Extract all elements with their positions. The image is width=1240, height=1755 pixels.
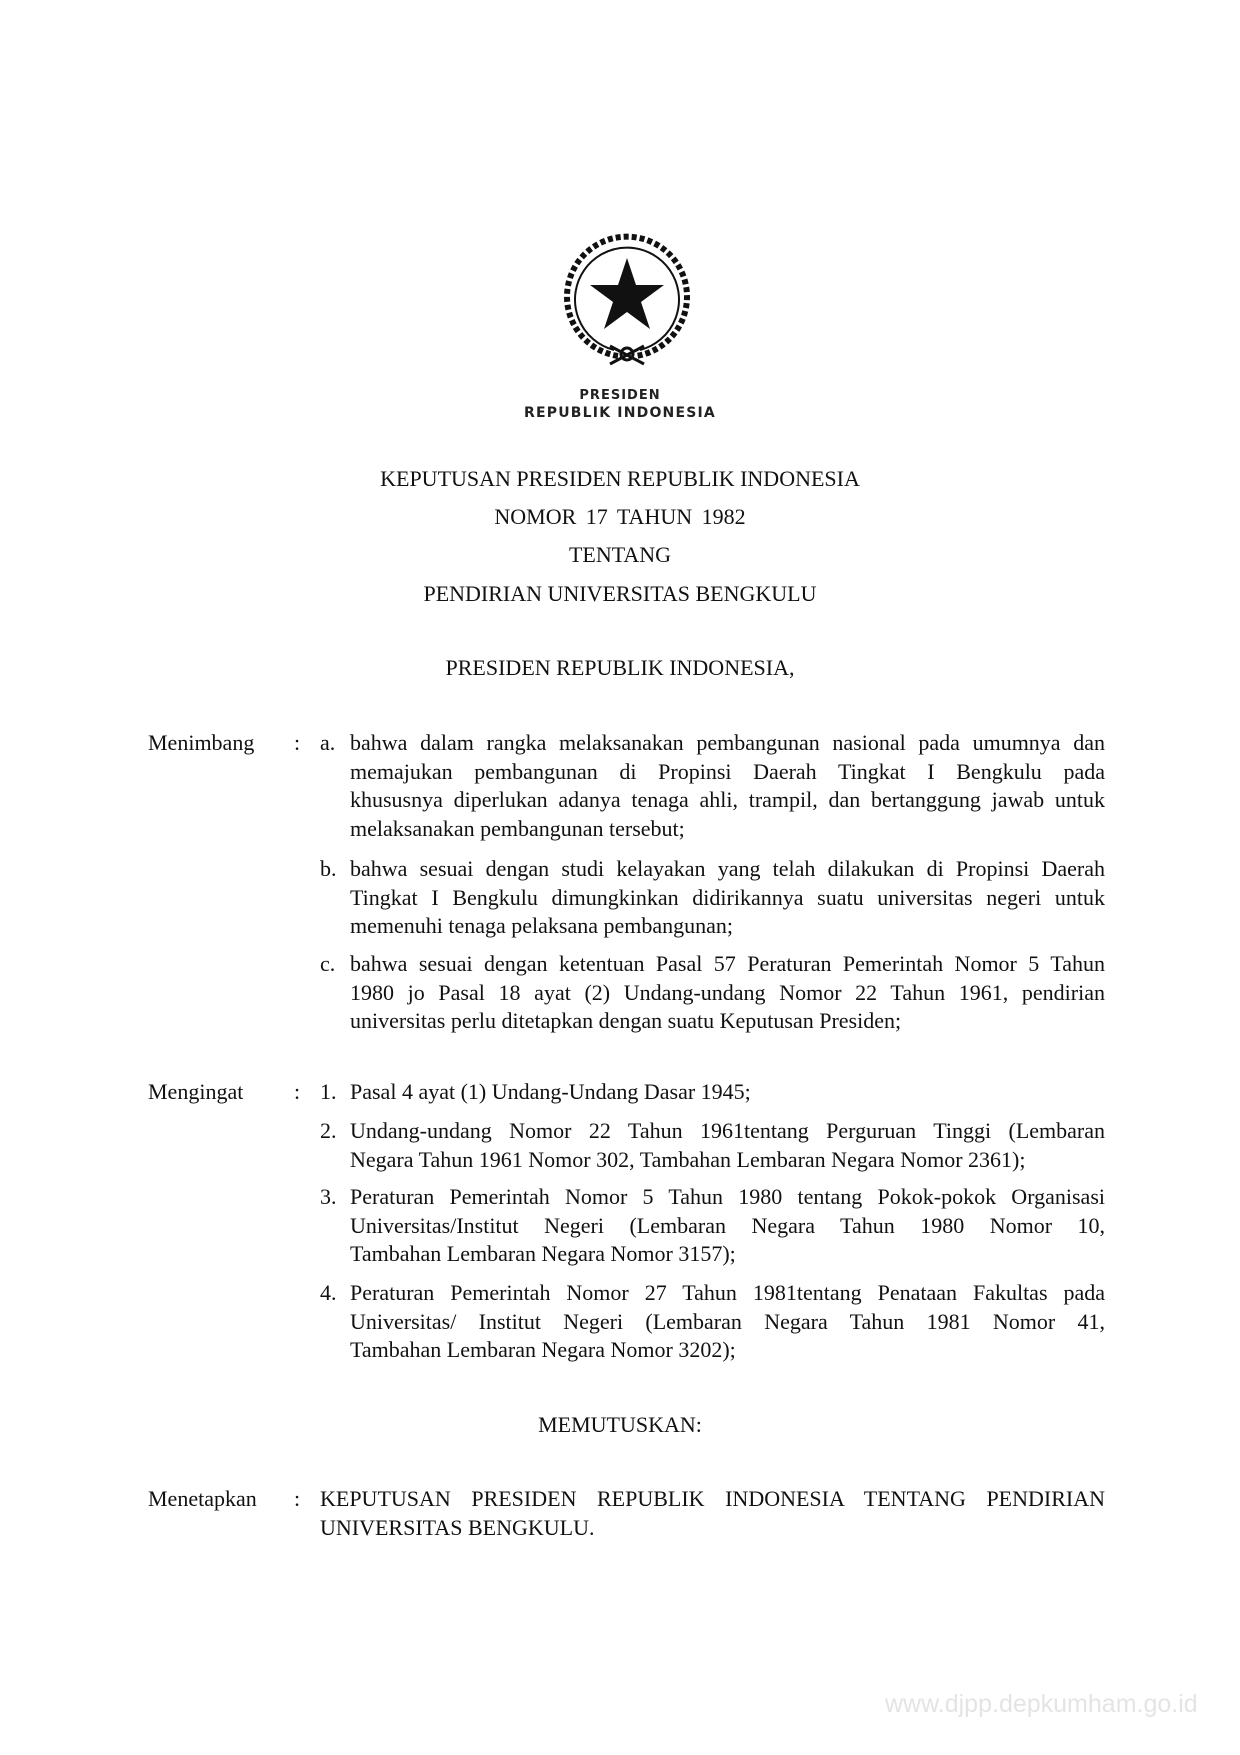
mengingat-item-line: Undang-undang Nomor 22 Tahun 1961tentang Perguruan Tinggi (Lembaran xyxy=(350,1118,1105,1143)
watermark: www.djpp.depkumham.go.id xyxy=(885,1690,1198,1718)
menimbang-item-line: memajukan pembangunan di Propinsi Daerah Tingkat I Bengkulu pada xyxy=(350,758,1105,784)
seal-text-presiden: PRESIDEN xyxy=(579,388,661,403)
mengingat-item-line: Universitas/ Institut Negeri (Lembaran Negara Tahun 1981 Nomor 41, xyxy=(350,1308,1105,1334)
garuda-presidential-emblem xyxy=(558,228,696,368)
mengingat-item-line: Peraturan Pemerintah Nomor 27 Tahun 1981tentang Penataan Fakultas pada xyxy=(350,1280,1105,1305)
mengingat-colon: : xyxy=(294,1079,301,1104)
presiden-heading: PRESIDEN REPUBLIK INDONESIA, xyxy=(445,655,795,680)
mengingat-item-line: Universitas/Institut Negeri (Lembaran Negara Tahun 1980 Nomor 10, xyxy=(350,1212,1105,1238)
menimbang-item-line: bahwa sesuai dengan ketentuan Pasal 57 Peraturan Pemerintah Nomor 5 Tahun xyxy=(350,951,1105,976)
mengingat-item-text xyxy=(350,1078,1105,1107)
menimbang-item-marker: c. xyxy=(320,951,336,976)
seal-text-republik: REPUBLIK INDONESIA xyxy=(524,405,716,421)
doc-title-tentang: TENTANG xyxy=(568,542,672,567)
menimbang-item-marker: b. xyxy=(320,856,337,881)
menimbang-item-text xyxy=(350,855,1105,941)
menimbang-item-line: bahwa dalam rangka melaksanakan pembangunan nasional pada umumnya dan xyxy=(350,730,1105,755)
menimbang-item-line: khususnya diperlukan adanya tenaga ahli, trampil, dan bertanggung jawab untuk xyxy=(350,787,1105,812)
menimbang-colon: : xyxy=(294,730,301,755)
mengingat-item-line: Peraturan Pemerintah Nomor 5 Tahun 1980 tentang Pokok-pokok Organisasi xyxy=(350,1184,1105,1209)
mengingat-item-line: Negara Tahun 1961 Nomor 302, Tambahan Lembaran Negara Nomor 2361); xyxy=(350,1146,1026,1172)
doc-title-number: NOMOR 17 TAHUN 1982 xyxy=(494,504,746,529)
menimbang-item-line: bahwa sesuai dengan studi kelayakan yang telah dilakukan di Propinsi Daerah xyxy=(350,856,1105,881)
menetapkan-line: KEPUTUSAN PRESIDEN REPUBLIK INDONESIA TENTANG PENDIRIAN xyxy=(320,1486,1105,1511)
menetapkan-line: UNIVERSITAS BENGKULU. xyxy=(320,1514,595,1540)
menimbang-label: Menimbang xyxy=(148,730,255,755)
menimbang-item-line: melaksanakan pembangunan tersebut; xyxy=(350,815,685,841)
mengingat-item-marker: 1. xyxy=(320,1079,337,1104)
mengingat-item-line: Pasal 4 ayat (1) Undang-Undang Dasar 1945; xyxy=(350,1079,751,1104)
menimbang-item-line: 1980 jo Pasal 18 ayat (2) Undang-undang Nomor 22 Tahun 1961, pendirian xyxy=(350,979,1105,1005)
mengingat-item-marker: 2. xyxy=(320,1118,337,1143)
menimbang-item-text xyxy=(350,729,1105,843)
mengingat-label: Mengingat xyxy=(148,1079,244,1104)
mengingat-item-line: Tambahan Lembaran Negara Nomor 3157); xyxy=(350,1241,736,1266)
menimbang-item-marker: a. xyxy=(320,730,336,755)
mengingat-item-marker: 4. xyxy=(320,1280,337,1305)
mengingat-item-text xyxy=(350,1183,1105,1269)
memutuskan-heading: MEMUTUSKAN: xyxy=(538,1412,702,1437)
doc-title-line1: KEPUTUSAN PRESIDEN REPUBLIK INDONESIA xyxy=(380,466,860,491)
menetapkan-label: Menetapkan xyxy=(148,1486,257,1511)
star-wreath-icon xyxy=(558,228,696,368)
menimbang-item-text xyxy=(350,950,1105,1036)
mengingat-item-line: Tambahan Lembaran Negara Nomor 3202); xyxy=(350,1337,736,1362)
mengingat-item-text xyxy=(350,1117,1105,1174)
menimbang-item-line: Tingkat I Bengkulu dimungkinkan didirikannya suatu universitas negeri untuk xyxy=(350,884,1105,910)
menimbang-item-line: memenuhi tenaga pelaksana pembangunan; xyxy=(350,913,734,938)
menetapkan-colon: : xyxy=(294,1486,301,1511)
menimbang-item-line: universitas perlu ditetapkan dengan suatu Keputusan Presiden; xyxy=(350,1008,902,1033)
doc-title-subject: PENDIRIAN UNIVERSITAS BENGKULU xyxy=(423,581,817,606)
menetapkan-text xyxy=(320,1485,1105,1542)
mengingat-item-text xyxy=(350,1279,1105,1365)
mengingat-item-marker: 3. xyxy=(320,1184,337,1209)
